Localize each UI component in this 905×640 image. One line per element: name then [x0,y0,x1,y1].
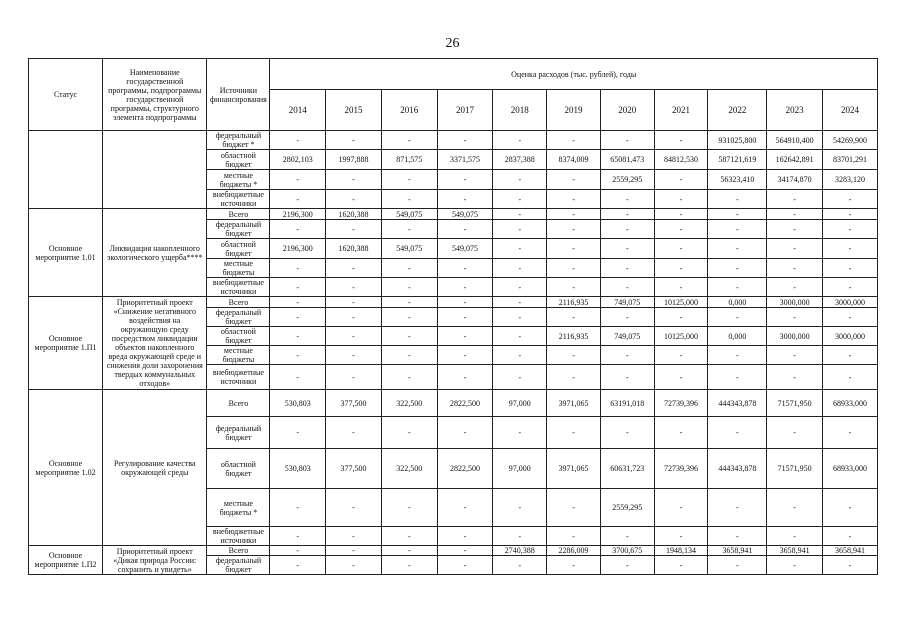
value-cell: - [547,527,601,546]
value-cell: 749,075 [600,327,654,346]
value-cell: - [654,170,708,190]
source-cell: Всего [207,390,270,417]
table-row [29,209,878,220]
value-cell: - [823,190,878,209]
value-cell: - [708,239,767,259]
value-cell: - [493,259,547,278]
value-cell: - [326,527,382,546]
value-cell: - [493,417,547,449]
value-cell: - [767,365,823,390]
value-cell: - [654,417,708,449]
value-cell: - [823,346,878,365]
value-cell: - [437,259,493,278]
value-cell: - [547,346,601,365]
value-cell: - [326,220,382,239]
value-cell: 2837,388 [493,150,547,170]
value-cell: - [823,489,878,527]
value-cell: - [708,220,767,239]
value-cell: - [708,556,767,575]
source-cell: областной бюджет [207,239,270,259]
value-cell: 0,000 [708,297,767,308]
value-cell: 322,500 [381,390,437,417]
budget-table [28,58,878,575]
source-cell: областной бюджет [207,150,270,170]
value-cell: - [381,527,437,546]
source-cell: Всего [207,209,270,220]
value-cell: - [547,308,601,327]
header-year: 2021 [654,90,708,131]
source-cell: областной бюджет [207,449,270,489]
source-cell: федеральный бюджет [207,417,270,449]
value-cell: 3971,065 [547,390,601,417]
value-cell: - [767,346,823,365]
value-cell: - [767,209,823,220]
header-year: 2023 [767,90,823,131]
value-cell: 10125,000 [654,297,708,308]
value-cell: - [493,327,547,346]
value-cell: 2116,935 [547,327,601,346]
value-cell: - [326,417,382,449]
value-cell: - [326,308,382,327]
value-cell: - [654,278,708,297]
value-cell: - [381,308,437,327]
name-cell: Регулирование качества окружающей среды [103,390,207,546]
value-cell: - [767,190,823,209]
value-cell: - [823,556,878,575]
value-cell: - [547,209,601,220]
source-cell: федеральный бюджет [207,556,270,575]
value-cell: 68933,000 [823,449,878,489]
value-cell: - [654,259,708,278]
source-cell: Всего [207,297,270,308]
value-cell: 564910,400 [767,131,823,150]
source-cell: областной бюджет [207,327,270,346]
value-cell: 68933,000 [823,390,878,417]
value-cell: 549,075 [437,209,493,220]
value-cell: 3658,941 [767,546,823,556]
value-cell: - [270,489,326,527]
value-cell: - [381,365,437,390]
value-cell: 2196,300 [270,209,326,220]
source-cell: внебюджетные источники [207,527,270,546]
value-cell: - [493,556,547,575]
value-cell: - [326,546,382,556]
value-cell: 549,075 [381,209,437,220]
status-cell: Основное мероприятие 1.П2 [29,546,103,575]
value-cell: - [270,346,326,365]
value-cell: - [654,308,708,327]
value-cell: - [381,546,437,556]
value-cell: - [708,259,767,278]
value-cell: - [547,239,601,259]
value-cell: - [493,170,547,190]
value-cell: 2559,295 [600,170,654,190]
value-cell: - [547,190,601,209]
source-cell: местные бюджеты * [207,170,270,190]
value-cell: 377,500 [326,390,382,417]
value-cell: 549,075 [381,239,437,259]
value-cell: 3371,575 [437,150,493,170]
value-cell: - [767,278,823,297]
value-cell: 97,000 [493,390,547,417]
value-cell: - [708,365,767,390]
value-cell: - [326,259,382,278]
value-cell: - [600,556,654,575]
value-cell: 8374,009 [547,150,601,170]
status-cell: Основное мероприятие 1.02 [29,390,103,546]
header-year: 2019 [547,90,601,131]
value-cell: - [823,259,878,278]
value-cell: 2196,300 [270,239,326,259]
value-cell: - [437,220,493,239]
value-cell: - [654,489,708,527]
value-cell: - [493,220,547,239]
value-cell: - [600,365,654,390]
value-cell: - [381,489,437,527]
value-cell: 549,075 [437,239,493,259]
value-cell: - [708,278,767,297]
value-cell: - [381,190,437,209]
value-cell: - [326,327,382,346]
value-cell: - [437,278,493,297]
table-row [29,390,878,417]
value-cell: - [767,308,823,327]
value-cell: 1620,388 [326,209,382,220]
value-cell: - [270,365,326,390]
value-cell: 3000,000 [823,327,878,346]
table-row [29,131,878,150]
header-row [29,59,878,90]
value-cell: - [600,259,654,278]
value-cell: - [708,308,767,327]
value-cell: 65081,473 [600,150,654,170]
value-cell: - [547,259,601,278]
value-cell: - [547,278,601,297]
header-year: 2018 [493,90,547,131]
name-cell: Ликвидация накопленного экологического ущерба**** [103,209,207,297]
value-cell: 2116,935 [547,297,601,308]
value-cell: - [270,131,326,150]
name-cell: Приоритетный проект «Снижение негативного воздействия на окружающую среду посредством ликвидации объектов накопленного вреда окружающей среде и снижения доли захоронения твердых коммунальных отходов» [103,297,207,390]
value-cell: - [493,308,547,327]
header-year: 2014 [270,90,326,131]
source-cell: местные бюджеты * [207,489,270,527]
source-cell: внебюджетные источники [207,190,270,209]
value-cell: 2286,009 [547,546,601,556]
header-estimate: Оценка расходов (тыс. рублей), годы [270,59,878,90]
value-cell: 749,075 [600,297,654,308]
value-cell: - [381,346,437,365]
value-cell: - [767,489,823,527]
value-cell: 72739,396 [654,390,708,417]
value-cell: - [270,190,326,209]
value-cell: - [381,556,437,575]
value-cell: - [326,489,382,527]
value-cell: - [708,209,767,220]
value-cell: - [493,190,547,209]
value-cell: - [270,327,326,346]
value-cell: - [600,308,654,327]
value-cell: - [600,239,654,259]
value-cell: - [547,220,601,239]
header-status: Статус [29,59,103,131]
value-cell: - [547,131,601,150]
value-cell: 84812,530 [654,150,708,170]
value-cell: - [437,556,493,575]
name-cell [103,131,207,209]
budget-table-body [29,131,878,575]
value-cell: - [326,278,382,297]
value-cell: - [767,556,823,575]
header-year: 2024 [823,90,878,131]
value-cell: - [381,220,437,239]
status-cell: Основное мероприятие 1.П1 [29,297,103,390]
value-cell: 3000,000 [767,297,823,308]
value-cell: - [437,131,493,150]
value-cell: 54269,900 [823,131,878,150]
value-cell: 10125,000 [654,327,708,346]
value-cell: 444343,878 [708,449,767,489]
table-row [29,546,878,556]
value-cell: - [437,346,493,365]
value-cell: - [381,297,437,308]
value-cell: - [437,170,493,190]
value-cell: - [654,527,708,546]
value-cell: - [270,308,326,327]
value-cell: 83701,291 [823,150,878,170]
value-cell: 444343,878 [708,390,767,417]
value-cell: - [654,346,708,365]
value-cell: - [654,365,708,390]
source-cell: внебюджетные источники [207,278,270,297]
value-cell: 3658,941 [708,546,767,556]
value-cell: - [326,190,382,209]
value-cell: 530,803 [270,390,326,417]
value-cell: 377,500 [326,449,382,489]
status-cell [29,131,103,209]
value-cell: 530,803 [270,449,326,489]
value-cell: 0,000 [708,327,767,346]
value-cell: - [654,190,708,209]
value-cell: - [654,239,708,259]
value-cell: - [600,209,654,220]
value-cell: - [437,417,493,449]
value-cell: - [270,556,326,575]
value-cell: 3700,675 [600,546,654,556]
value-cell: - [823,209,878,220]
value-cell: - [493,239,547,259]
value-cell: - [270,220,326,239]
value-cell: - [493,365,547,390]
value-cell: - [767,417,823,449]
value-cell: - [437,297,493,308]
value-cell: - [823,278,878,297]
value-cell: - [493,131,547,150]
value-cell: - [493,346,547,365]
value-cell: - [654,556,708,575]
value-cell: - [654,209,708,220]
value-cell: - [437,527,493,546]
value-cell: 63191,018 [600,390,654,417]
value-cell: 587121,619 [708,150,767,170]
value-cell: - [823,417,878,449]
value-cell: - [708,527,767,546]
value-cell: - [767,220,823,239]
value-cell: 34174,870 [767,170,823,190]
value-cell: - [600,346,654,365]
value-cell: - [437,489,493,527]
value-cell: - [326,556,382,575]
value-cell: - [270,170,326,190]
value-cell: 71571,950 [767,390,823,417]
value-cell: - [767,239,823,259]
value-cell: 1997,888 [326,150,382,170]
value-cell: - [326,297,382,308]
value-cell: 2802,103 [270,150,326,170]
value-cell: 3000,000 [767,327,823,346]
source-cell: федеральный бюджет [207,220,270,239]
value-cell: - [270,278,326,297]
value-cell: 60631,723 [600,449,654,489]
source-cell: Всего [207,546,270,556]
source-cell: федеральный бюджет [207,308,270,327]
value-cell: - [823,365,878,390]
value-cell: - [654,131,708,150]
value-cell: 56323,410 [708,170,767,190]
value-cell: - [381,131,437,150]
value-cell: - [437,190,493,209]
value-cell: - [823,239,878,259]
value-cell: - [270,417,326,449]
header-year: 2016 [381,90,437,131]
status-cell: Основное мероприятие 1.01 [29,209,103,297]
value-cell: - [767,259,823,278]
value-cell: - [381,327,437,346]
value-cell: 2822,500 [437,449,493,489]
value-cell: - [547,556,601,575]
value-cell: - [326,365,382,390]
value-cell: - [708,346,767,365]
value-cell: 3658,941 [823,546,878,556]
value-cell: - [547,170,601,190]
value-cell: - [708,417,767,449]
value-cell: 1948,134 [654,546,708,556]
value-cell: - [823,527,878,546]
header-year: 2015 [326,90,382,131]
header-source: Источники финансирования [207,59,270,131]
value-cell: 72739,396 [654,449,708,489]
header-year: 2017 [437,90,493,131]
value-cell: - [547,365,601,390]
source-cell: внебюджетные источники [207,365,270,390]
value-cell: 162642,891 [767,150,823,170]
source-cell: местные бюджеты [207,346,270,365]
value-cell: 1620,388 [326,239,382,259]
header-year: 2020 [600,90,654,131]
value-cell: - [654,220,708,239]
value-cell: - [270,297,326,308]
source-cell: местные бюджеты [207,259,270,278]
page-number: 26 [445,36,460,51]
value-cell: - [381,278,437,297]
value-cell: - [600,220,654,239]
value-cell: - [437,365,493,390]
value-cell: 871,575 [381,150,437,170]
value-cell: - [600,417,654,449]
name-cell: Приоритетный проект «Дикая природа России: сохранить и увидеть» [103,546,207,575]
value-cell: - [493,209,547,220]
value-cell: - [270,259,326,278]
value-cell: 3971,065 [547,449,601,489]
value-cell: 2822,500 [437,390,493,417]
value-cell: 3283,120 [823,170,878,190]
value-cell: - [600,278,654,297]
value-cell: - [493,297,547,308]
value-cell: 3000,000 [823,297,878,308]
value-cell: 2559,295 [600,489,654,527]
value-cell: - [326,170,382,190]
value-cell: - [600,131,654,150]
value-cell: - [381,417,437,449]
value-cell: - [708,190,767,209]
value-cell: - [493,527,547,546]
header-name: Наименование государственной программы, подпрограммы государственной программы, структурного элемента подпрограммы [103,59,207,131]
value-cell: - [823,220,878,239]
value-cell: - [547,417,601,449]
value-cell: 97,000 [493,449,547,489]
value-cell: - [270,527,326,546]
header-year: 2022 [708,90,767,131]
table-row [29,297,878,308]
source-cell: федеральный бюджет * [207,131,270,150]
value-cell: 931025,800 [708,131,767,150]
value-cell: - [493,489,547,527]
value-cell: - [767,527,823,546]
value-cell: - [493,278,547,297]
value-cell: - [270,546,326,556]
value-cell: 2740,388 [493,546,547,556]
value-cell: 322,500 [381,449,437,489]
value-cell: - [437,308,493,327]
value-cell: - [437,546,493,556]
value-cell: - [547,489,601,527]
value-cell: 71571,950 [767,449,823,489]
value-cell: - [326,131,382,150]
value-cell: - [326,346,382,365]
value-cell: - [437,327,493,346]
value-cell: - [381,259,437,278]
value-cell: - [381,170,437,190]
value-cell: - [708,489,767,527]
value-cell: - [600,527,654,546]
value-cell: - [600,190,654,209]
value-cell: - [823,308,878,327]
